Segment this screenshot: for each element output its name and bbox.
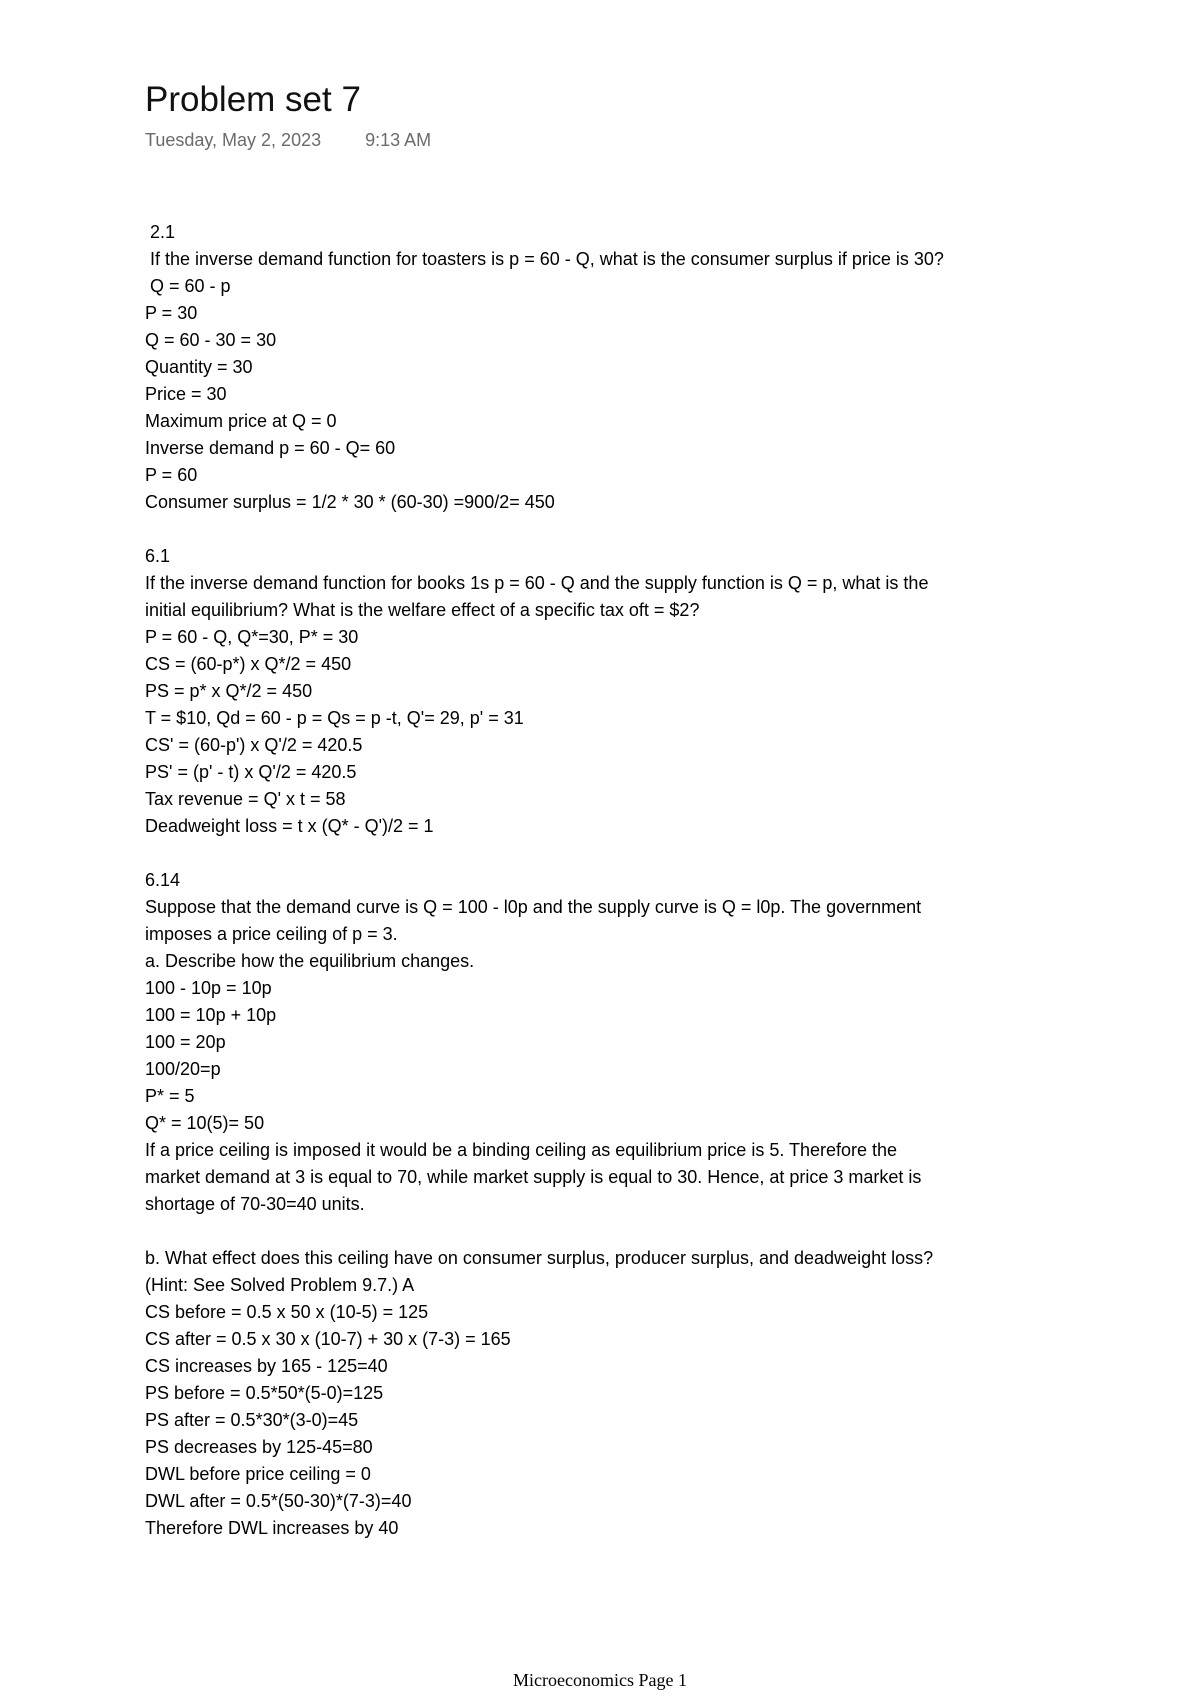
solution-line: Maximum price at Q = 0	[145, 411, 337, 431]
problem-question: If the inverse demand function for books 1s p = 60 - Q and the supply function is Q = p, what is the	[145, 573, 929, 593]
problem-number: 2.1	[150, 222, 176, 242]
solution-line: Quantity = 30	[145, 357, 253, 377]
problem-question: initial equilibrium? What is the welfare effect of a specific tax oft = $2?	[145, 600, 700, 620]
solution-line: P = 60 - Q, Q*=30, P* = 30	[145, 627, 359, 647]
note-body	[145, 219, 1145, 1542]
solution-line: CS after = 0.5 x 30 x (10-7) + 30 x (7-3) = 165	[145, 1329, 511, 1349]
answer-line: If a price ceiling is imposed it would be a binding ceiling as equilibrium price is 5. Therefore the	[145, 1140, 898, 1160]
solution-line: Inverse demand p = 60 - Q= 60	[145, 438, 396, 458]
solution-line: P = 30	[145, 303, 198, 323]
problem-number: 6.1	[145, 546, 171, 566]
solution-line: PS before = 0.5*50*(5-0)=125	[145, 1383, 384, 1403]
solution-line: Q* = 10(5)= 50	[145, 1113, 265, 1133]
solution-line: Consumer surplus = 1/2 * 30 * (60-30) =900/2= 450	[145, 492, 555, 512]
problem-question: Suppose that the demand curve is Q = 100 - l0p and the supply curve is Q = l0p. The government	[145, 897, 922, 917]
solution-line: Price = 30	[145, 384, 227, 404]
problem-question: If the inverse demand function for toasters is p = 60 - Q, what is the consumer surplus if price is 30?	[150, 249, 944, 269]
note-time: 9:13 AM	[365, 130, 432, 150]
solution-line: DWL after = 0.5*(50-30)*(7-3)=40	[145, 1491, 412, 1511]
answer-line: market demand at 3 is equal to 70, while market supply is equal to 30. Hence, at price 3 market is	[145, 1167, 922, 1187]
blank-line	[145, 1218, 1145, 1245]
solution-line: 100/20=p	[145, 1059, 221, 1079]
solution-line: Deadweight loss = t x (Q* - Q')/2 = 1	[145, 816, 434, 836]
note-date: Tuesday, May 2, 2023	[145, 130, 322, 150]
solution-line: CS increases by 165 - 125=40	[145, 1356, 388, 1376]
solution-line: PS decreases by 125-45=80	[145, 1437, 373, 1457]
solution-line: T = $10, Qd = 60 - p = Qs = p -t, Q'= 29, p' = 31	[145, 708, 524, 728]
solution-line: CS = (60-p*) x Q*/2 = 450	[145, 654, 352, 674]
page-footer: Microeconomics Page 1	[513, 1670, 687, 1690]
part-a-prompt: a. Describe how the equilibrium changes.	[145, 951, 475, 971]
solution-line: 100 - 10p = 10p	[145, 978, 272, 998]
solution-line: DWL before price ceiling = 0	[145, 1464, 371, 1484]
solution-line: Tax revenue = Q' x t = 58	[145, 789, 346, 809]
solution-line: Q = 60 - p	[150, 276, 231, 296]
note-metadata	[145, 130, 431, 151]
solution-line: P* = 5	[145, 1086, 195, 1106]
solution-line: 100 = 20p	[145, 1032, 226, 1052]
problem-number: 6.14	[145, 870, 181, 890]
solution-line: PS after = 0.5*30*(3-0)=45	[145, 1410, 359, 1430]
part-b-prompt: b. What effect does this ceiling have on consumer surplus, producer surplus, and deadweight loss?	[145, 1248, 934, 1268]
solution-line: PS = p* x Q*/2 = 450	[145, 681, 313, 701]
solution-line: CS' = (60-p') x Q'/2 = 420.5	[145, 735, 363, 755]
solution-line: Q = 60 - 30 = 30	[145, 330, 277, 350]
solution-line: PS' = (p' - t) x Q'/2 = 420.5	[145, 762, 357, 782]
page-title: Problem set 7	[145, 80, 361, 119]
solution-line: Therefore DWL increases by 40	[145, 1518, 399, 1538]
solution-line: P = 60	[145, 465, 198, 485]
solution-line: 100 = 10p + 10p	[145, 1005, 277, 1025]
problem-question: imposes a price ceiling of p = 3.	[145, 924, 398, 944]
solution-line: CS before = 0.5 x 50 x (10-5) = 125	[145, 1302, 429, 1322]
blank-line	[145, 516, 1145, 543]
answer-line: shortage of 70-30=40 units.	[145, 1194, 365, 1214]
blank-line	[145, 840, 1145, 867]
hint-line: (Hint: See Solved Problem 9.7.) A	[145, 1275, 415, 1295]
